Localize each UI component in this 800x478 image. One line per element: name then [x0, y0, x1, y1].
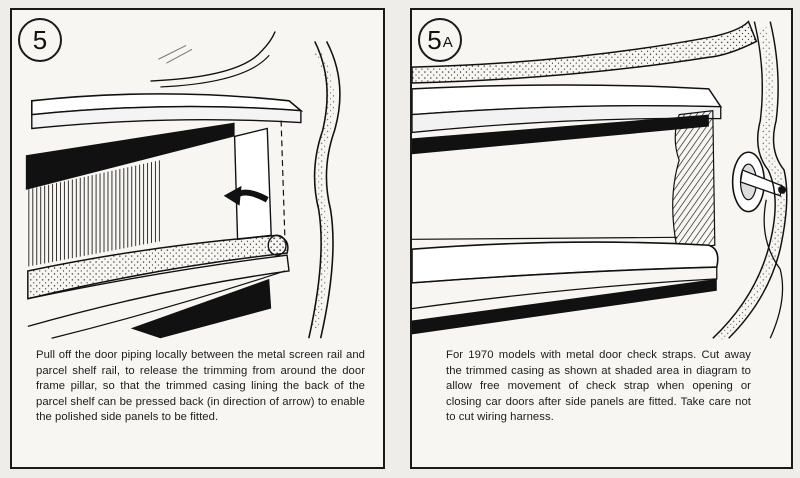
- door-pillar: [235, 129, 272, 240]
- step-5a-illustration: [412, 10, 791, 340]
- step-number-badge: [418, 18, 462, 62]
- shaded-cut-area: [673, 111, 715, 250]
- step-number: 5: [427, 24, 442, 55]
- step-5a-panel: [410, 8, 793, 469]
- step-5-caption: Pull off the door piping locally between the metal screen rail and parcel shelf rail, to release the trimming from around the door frame pillar, so that the trimmed casing lining the back of the parcel shelf can be pressed back (in direction of arrow) to enable the polished side panels to be fitted.: [36, 349, 365, 424]
- roof-rail: [412, 22, 756, 83]
- step-number: 5: [32, 24, 48, 55]
- step-suffix: A: [442, 33, 453, 51]
- step-5-illustration: [12, 10, 383, 340]
- step-number-badge: [18, 18, 62, 62]
- parcel-shelf-rail: [412, 242, 718, 283]
- step-5a-caption: For 1970 models with metal door check straps. Cut away the trimmed casing as shown at shaded area in diagram to allow free movement of check strap when opening or closing car doors after side panels are fitted. Take care not to cut wiring harness.: [446, 349, 751, 424]
- step-5-panel: [10, 8, 385, 469]
